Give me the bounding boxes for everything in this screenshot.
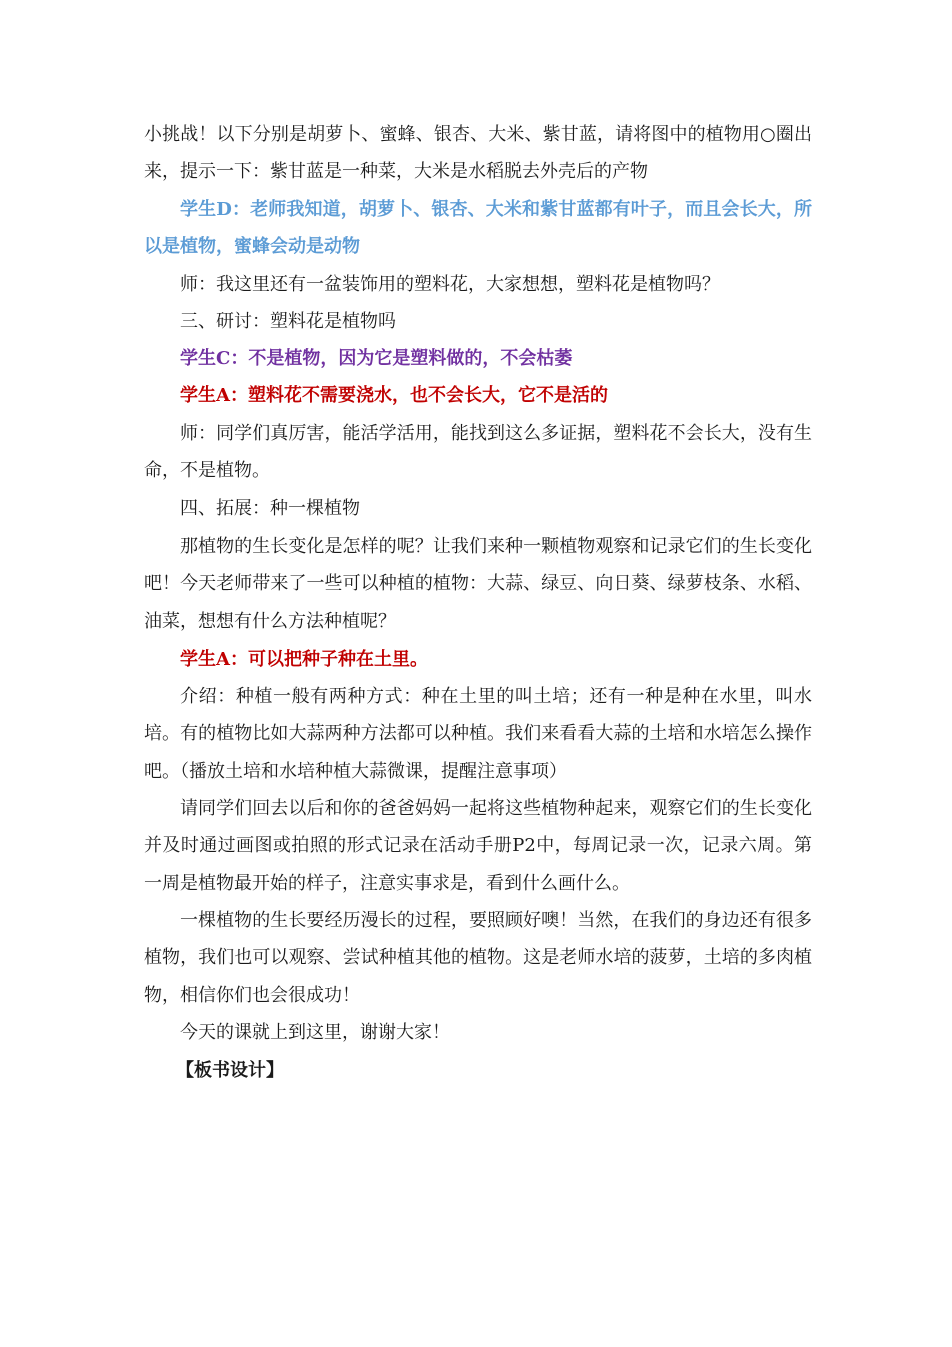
student-a-planting-answer: 学生A：可以把种子种在土里。	[180, 649, 428, 670]
section-heading-extension: 四、拓展：种一棵植物	[180, 498, 360, 519]
student-a-answer: 学生A：塑料花不需要浇水，也不会长大，它不是活的	[180, 385, 608, 406]
homework-paragraph: 请同学们回去以后和你的爸爸妈妈一起将这些植物种起来，观察它们的生长变化并及时通过画图或拍照的形式记录在活动手册P2中，每周记录一次，记录六周。第一周是植物最开始的样子，注意实事求是，看到什么画什么。	[144, 798, 812, 894]
planting-methods-paragraph: 介绍：种植一般有两种方式：种在土里的叫土培；还有一种是种在水里，叫水培。有的植物比如大蒜两种方法都可以种植。我们来看看大蒜的土培和水培怎么操作吧。（播放土培和水培种植大蒜微课，提醒注意事项）	[144, 686, 812, 782]
teacher-summary: 师：同学们真厉害，能活学活用，能找到这么多证据，塑料花不会长大，没有生命，不是植物。	[144, 423, 812, 482]
encouragement-paragraph: 一棵植物的生长要经历漫长的过程，要照顾好噢！当然，在我们的身边还有很多植物，我们也可以观察、尝试种植其他的植物。这是老师水培的菠萝，土培的多肉植物，相信你们也会很成功！	[144, 910, 812, 1006]
closing-line: 今天的课就上到这里，谢谢大家！	[180, 1022, 450, 1043]
section-heading-discussion: 三、研讨：塑料花是植物吗	[180, 311, 396, 332]
student-d-answer: 学生D：老师我知道，胡萝卜、银杏、大米和紫甘蓝都有叶子，而且会长大，所以是植物，蜜蜂会动是动物	[144, 199, 812, 258]
challenge-paragraph: 小挑战！以下分别是胡萝卜、蜜蜂、银杏、大米、紫甘蓝，请将图中的植物用○圈出来，提示一下：紫甘蓝是一种菜，大米是水稻脱去外壳后的产物	[144, 124, 812, 183]
teacher-question-plastic-flower: 师：我这里还有一盆装饰用的塑料花，大家想想，塑料花是植物吗？	[180, 274, 720, 295]
board-design-heading: 【板书设计】	[176, 1060, 284, 1081]
student-c-answer: 学生C：不是植物，因为它是塑料做的，不会枯萎	[180, 348, 573, 369]
planting-intro-paragraph: 那植物的生长变化是怎样的呢？让我们来种一颗植物观察和记录它们的生长变化吧！今天老师带来了一些可以种植的植物：大蒜、绿豆、向日葵、绿萝枝条、水稻、油菜，想想有什么方法种植呢？	[144, 536, 812, 632]
